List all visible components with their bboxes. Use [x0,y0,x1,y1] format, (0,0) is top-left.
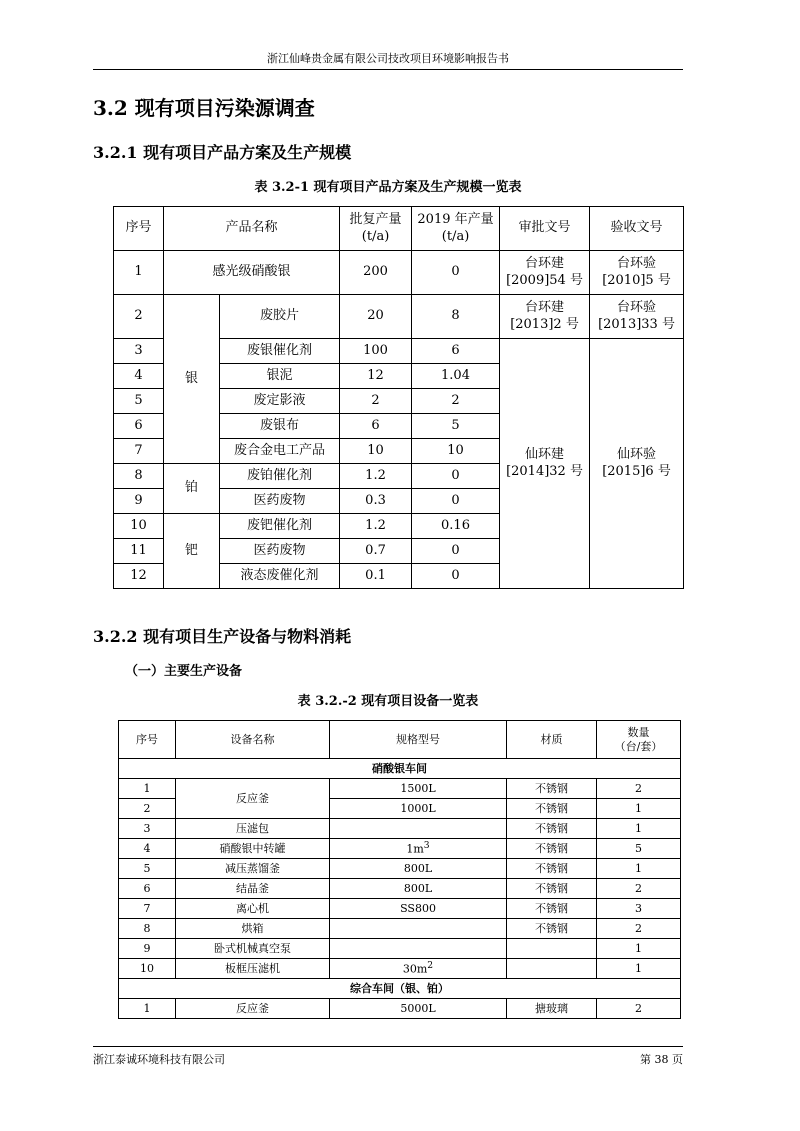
table-row [119,939,681,959]
page-footer [93,1046,683,1067]
col-header-no: 序号 [114,207,164,251]
col-header-acceptance: 验收文号 [590,207,684,251]
cell-no: 11 [114,539,164,564]
subsection-heading-1: 3.2.1 现有项目产品方案及生产规模 [93,143,352,162]
cell-spec: 5000L [330,999,507,1019]
table-row [114,295,684,339]
cell-spec: 800L [330,879,507,899]
cell-name: 废银催化剂 [220,339,340,364]
table-row [119,819,681,839]
cell-name: 废胶片 [220,295,340,339]
cell-spec: SS800 [330,899,507,919]
cell-2019: 8 [412,295,500,339]
page-header: 浙江仙峰贵金属有限公司技改项目环境影响报告书 [93,50,683,70]
cell-material [507,939,597,959]
table-header-row [114,207,684,251]
cell-qty: 5 [597,839,681,859]
cell-no: 1 [114,251,164,295]
cell-no: 12 [114,564,164,589]
cell-material [507,959,597,979]
cell-2019: 0 [412,489,500,514]
table-row [119,879,681,899]
cell-2019: 0 [412,251,500,295]
col-header-no: 序号 [119,721,176,759]
cell-name: 废银布 [220,414,340,439]
cell-no: 5 [114,389,164,414]
cell-qty: 1 [597,819,681,839]
cell-no: 9 [119,939,176,959]
footer-company: 浙江泰诚环境科技有限公司 [93,1053,225,1066]
cell-approval: 台环建 [2009]54 号 [500,251,590,295]
cell-name: 反应釜 [176,999,330,1019]
cell-spec [330,819,507,839]
cell-name: 离心机 [176,899,330,919]
cell-no: 8 [114,464,164,489]
cell-approved: 2 [340,389,412,414]
col-header-name: 产品名称 [164,207,340,251]
cell-name: 板框压滤机 [176,959,330,979]
cell-no: 9 [114,489,164,514]
cell-approval: 台环建 [2013]2 号 [500,295,590,339]
cell-qty: 1 [597,939,681,959]
group-palladium: 钯 [164,514,220,589]
group-platinum: 铂 [164,464,220,514]
cell-spec [330,919,507,939]
product-table [113,206,684,589]
cell-name: 废钯催化剂 [220,514,340,539]
cell-name: 结晶釜 [176,879,330,899]
cell-material: 搪玻璃 [507,999,597,1019]
cell-qty: 1 [597,959,681,979]
col-header-approved: 批复产量 (t/a) [340,207,412,251]
group-silver: 银 [164,295,220,464]
equipment-table [118,720,681,1019]
group-row [119,979,681,999]
cell-name: 烘箱 [176,919,330,939]
subsection-heading-2: 3.2.2 现有项目生产设备与物料消耗 [93,627,352,646]
cell-name: 银泥 [220,364,340,389]
col-header-qty: 数量 （台/套） [597,721,681,759]
table-row [119,899,681,919]
cell-2019: 0 [412,564,500,589]
cell-qty: 1 [597,799,681,819]
cell-no: 3 [119,819,176,839]
cell-spec: 800L [330,859,507,879]
cell-spec: 1000L [330,799,507,819]
cell-material: 不锈钢 [507,819,597,839]
group-label-silver-nitrate: 硝酸银车间 [119,759,681,779]
col-header-2019: 2019 年产量 (t/a) [412,207,500,251]
cell-no: 8 [119,919,176,939]
footer-page-number: 第 38 页 [640,1053,683,1066]
cell-material: 不锈钢 [507,919,597,939]
cell-2019: 0 [412,539,500,564]
table-row [119,999,681,1019]
cell-name: 医药废物 [220,489,340,514]
cell-approved: 0.1 [340,564,412,589]
cell-no: 10 [119,959,176,979]
cell-no: 5 [119,859,176,879]
cell-2019: 1.04 [412,364,500,389]
cell-approved: 20 [340,295,412,339]
cell-name: 反应釜 [176,779,330,819]
cell-approved: 0.3 [340,489,412,514]
cell-no: 2 [114,295,164,339]
cell-no: 3 [114,339,164,364]
cell-name: 废定影液 [220,389,340,414]
cell-acceptance-merged: 仙环验 [2015]6 号 [590,339,684,589]
cell-no: 4 [119,839,176,859]
cell-2019: 0 [412,464,500,489]
cell-spec: $30m^2$ [330,959,507,979]
cell-name: 废合金电工产品 [220,439,340,464]
cell-approved: 200 [340,251,412,295]
cell-spec: $1m^3$ [330,839,507,859]
cell-qty: 1 [597,859,681,879]
cell-approved: 6 [340,414,412,439]
cell-name: 硝酸银中转罐 [176,839,330,859]
cell-no: 7 [119,899,176,919]
table-row [119,859,681,879]
subsection-part-heading: （一）主要生产设备 [125,664,243,679]
group-label-composite: 综合车间（银、铂） [119,979,681,999]
cell-qty: 3 [597,899,681,919]
cell-2019: 2 [412,389,500,414]
cell-2019: 5 [412,414,500,439]
cell-2019: 6 [412,339,500,364]
cell-material: 不锈钢 [507,779,597,799]
cell-name: 医药废物 [220,539,340,564]
cell-name: 压滤包 [176,819,330,839]
table-header-row [119,721,681,759]
cell-no: 6 [114,414,164,439]
cell-qty: 2 [597,919,681,939]
cell-approved: 10 [340,439,412,464]
cell-2019: 10 [412,439,500,464]
col-header-name: 设备名称 [176,721,330,759]
cell-qty: 2 [597,779,681,799]
cell-material: 不锈钢 [507,859,597,879]
cell-approval-merged: 仙环建 [2014]32 号 [500,339,590,589]
cell-2019: 0.16 [412,514,500,539]
cell-name: 液态废催化剂 [220,564,340,589]
table-row [119,779,681,799]
cell-no: 7 [114,439,164,464]
table-row [119,959,681,979]
cell-name: 废铂催化剂 [220,464,340,489]
cell-no: 2 [119,799,176,819]
cell-approved: 100 [340,339,412,364]
cell-material: 不锈钢 [507,839,597,859]
cell-qty: 2 [597,999,681,1019]
cell-spec: 1500L [330,779,507,799]
cell-no: 6 [119,879,176,899]
section-heading: 3.2 现有项目污染源调查 [93,96,315,120]
cell-approved: 1.2 [340,514,412,539]
table-row [119,919,681,939]
cell-material: 不锈钢 [507,799,597,819]
table-row [114,251,684,295]
table-row [119,839,681,859]
cell-no: 1 [119,779,176,799]
cell-spec [330,939,507,959]
cell-approved: 12 [340,364,412,389]
cell-name: 减压蒸馏釜 [176,859,330,879]
cell-name: 感光级硝酸银 [164,251,340,295]
cell-material: 不锈钢 [507,879,597,899]
cell-no: 10 [114,514,164,539]
cell-approved: 0.7 [340,539,412,564]
cell-name: 卧式机械真空泵 [176,939,330,959]
table2-caption: 表 3.2.-2 现有项目设备一览表 [297,694,479,709]
group-row [119,759,681,779]
cell-no: 4 [114,364,164,389]
cell-acceptance: 台环验 [2010]5 号 [590,251,684,295]
table1-caption: 表 3.2-1 现有项目产品方案及生产规模一览表 [254,180,522,195]
col-header-spec: 规格型号 [330,721,507,759]
col-header-approval: 审批文号 [500,207,590,251]
col-header-material: 材质 [507,721,597,759]
cell-material: 不锈钢 [507,899,597,919]
cell-no: 1 [119,999,176,1019]
cell-qty: 2 [597,879,681,899]
cell-acceptance: 台环验 [2013]33 号 [590,295,684,339]
cell-approved: 1.2 [340,464,412,489]
